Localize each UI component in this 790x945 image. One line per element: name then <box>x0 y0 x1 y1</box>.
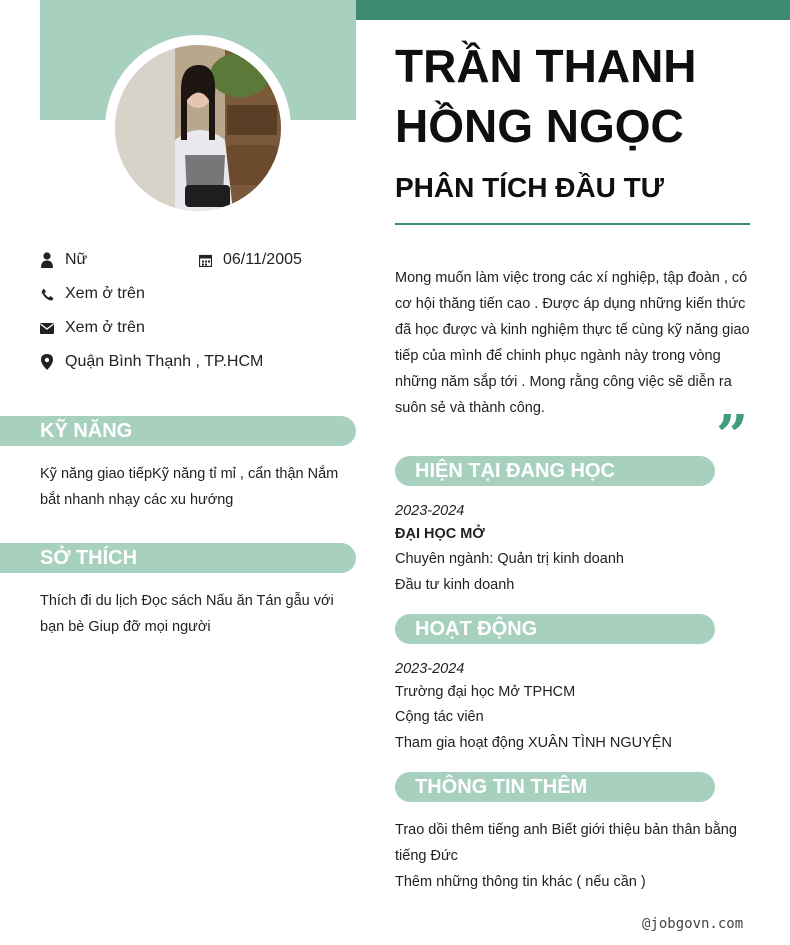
activities-position: Cộng tác viên <box>395 709 484 725</box>
gender-row <box>40 251 87 269</box>
activities-heading: HOẠT ĐỘNG <box>395 614 715 644</box>
map-pin-icon <box>40 354 54 370</box>
person-icon <box>40 252 54 268</box>
top-accent-bar <box>356 0 790 20</box>
phone-value: Xem ở trên <box>65 285 145 302</box>
gender-value: Nữ <box>65 251 88 268</box>
quote-icon: ” <box>716 403 749 469</box>
skills-heading: KỸ NĂNG <box>0 416 356 446</box>
additional-text: Trao dồi thêm tiếng anh Biết giới thiệu bản thân bằng tiếng Đức <box>395 822 737 864</box>
education-heading: HIỆN TẠI ĐANG HỌC <box>395 456 715 486</box>
activities-org: Trường đại học Mở TPHCM <box>395 684 576 700</box>
address-row <box>40 353 263 371</box>
full-name <box>395 36 775 156</box>
profile-photo <box>115 45 281 211</box>
activities-detail: Tham gia hoạt động XUÂN TÌNH NGUYỆN <box>395 735 672 751</box>
title-divider <box>395 223 750 225</box>
activities-period: 2023-2024 <box>395 661 465 677</box>
avatar <box>105 35 291 221</box>
additional-heading: THÔNG TIN THÊM <box>395 772 715 802</box>
education-school: ĐẠI HỌC MỞ <box>395 526 485 542</box>
footer-credit: @jobgovn.com <box>642 916 744 932</box>
envelope-icon <box>40 320 54 336</box>
name-line-2: HỒNG NGỌC <box>395 100 684 152</box>
hobbies-heading: SỞ THÍCH <box>0 543 356 573</box>
skills-text: Kỹ năng giao tiếpKỹ năng tỉ mỉ , cẩn thận Nắm bắt nhanh nhạy các xu hướng <box>40 466 339 508</box>
address-value: Quận Bình Thạnh , TP.HCM <box>65 353 264 370</box>
education-detail: Đầu tư kinh doanh <box>395 577 515 593</box>
phone-row <box>40 285 145 303</box>
education-period: 2023-2024 <box>395 503 465 519</box>
hobbies-text: Thích đi du lịch Đọc sách Nấu ăn Tán gẫu với bạn bè Giup đỡ mọi người <box>40 593 334 635</box>
email-value: Xem ở trên <box>65 319 145 336</box>
phone-icon <box>40 286 54 302</box>
dob-value: 06/11/2005 <box>223 251 302 268</box>
additional-text-2: Thêm những thông tin khác ( nếu cần ) <box>395 874 646 890</box>
objective-text: Mong muốn làm việc trong các xí nghiệp, tập đoàn , có cơ hội thăng tiến cao . Được áp dụng những kiến thức đã học được và kinh nghiệm thực tế cùng kỹ năng giao tiếp của mình để chinh phục ngành này trong vòng những năm sắp tới . Mong rằng công việc sẽ diễn ra suôn sẻ và thành công. <box>395 270 750 416</box>
calendar-icon <box>198 252 212 268</box>
job-title: PHÂN TÍCH ĐẦU TƯ <box>395 172 664 203</box>
education-major: Chuyên ngành: Quản trị kinh doanh <box>395 551 624 567</box>
email-row <box>40 319 145 337</box>
name-line-1: TRẦN THANH <box>395 40 697 92</box>
dob-row <box>198 251 302 269</box>
